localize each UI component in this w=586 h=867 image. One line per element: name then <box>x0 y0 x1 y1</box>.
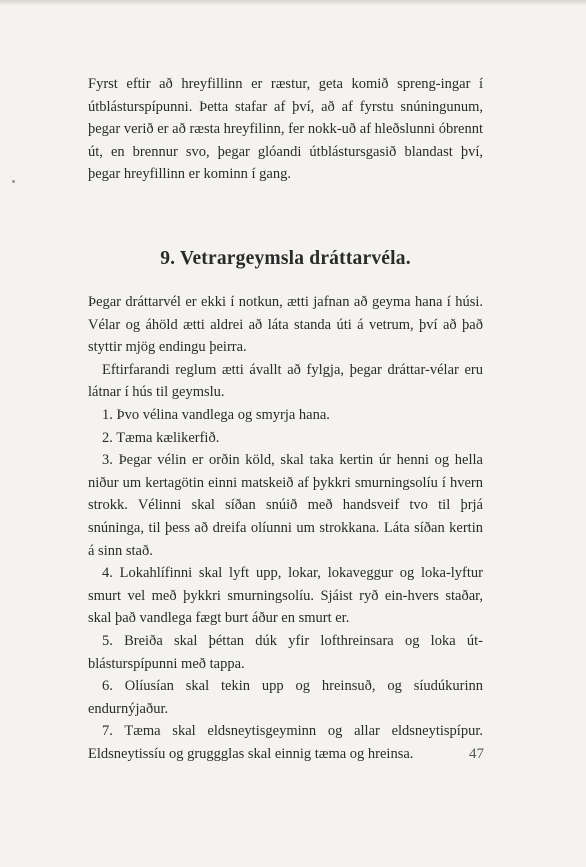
paragraph: Eftirfarandi reglum ætti ávallt að fylgja, þegar dráttar-vélar eru látnar í hús til geymslu. <box>88 361 483 401</box>
list-item: 6. Olíusían skal tekin upp og hreinsuð, og síudúkurinn endurnýjaður. <box>88 678 483 717</box>
list-item: 4. Lokahlífinni skal lyft upp, lokar, lokaveggur og loka-lyftur smurt vel með þykkri smurningsolíu. Sjáist ryð ein-hvers staðar, skal það vandlega fægt burt áður en smurt er. <box>88 565 483 627</box>
intro-paragraph: Fyrst eftir að hreyfillinn er ræstur, geta komið spreng-ingar í útblásturspípunni. Þetta stafar af því, að af fyrstu snúningunum, þegar verið er að ræsta hreyfilinn, fer nokk-uð af hleðslunni óbrennt út, en brennur svo, þegar glóandi útblástursgasið blandast því, þegar hreyfillinn er kominn í gang. <box>88 76 483 183</box>
page-top-edge <box>0 0 586 6</box>
list-item: 3. Þegar vélin er orðin köld, skal taka kertin úr henni og hella niður um kertagötin einni matskeið af þykkri smurningsolíu í hvern strokk. Vélinni skal síðan snúið með handsveif tvo til þrjá snúninga, til þess að dreifa olíunni um strokkana. Láta síðan kertin á sinn stað. <box>88 452 483 559</box>
section-heading: 9. Vetrargeymsla dráttarvéla. <box>160 248 411 269</box>
paragraph: Þegar dráttarvél er ekki í notkun, ætti jafnan að geyma hana í húsi. Vélar og áhöld ætti aldrei að láta standa úti á vetrum, því að það styttir mjög endingu þeirra. <box>88 294 483 356</box>
list-item: 5. Breiða skal þéttan dúk yfir lofthreinsara og loka út-blásturspípunni með tappa. <box>88 632 483 672</box>
list-item: 1. Þvo vélina vandlega og smyrja hana. <box>102 406 330 423</box>
list-item: 2. Tæma kælikerfið. <box>102 429 220 446</box>
intro-section <box>88 73 483 186</box>
list-item: 7. Tæma skal eldsneytisgeyminn og allar eldsneytispípur. Eldsneytissíu og gruggglas skal einnig tæma og hreinsa. <box>88 723 483 762</box>
page-number: 47 <box>469 746 484 762</box>
section-body <box>88 291 483 765</box>
paper-speck <box>12 180 15 183</box>
